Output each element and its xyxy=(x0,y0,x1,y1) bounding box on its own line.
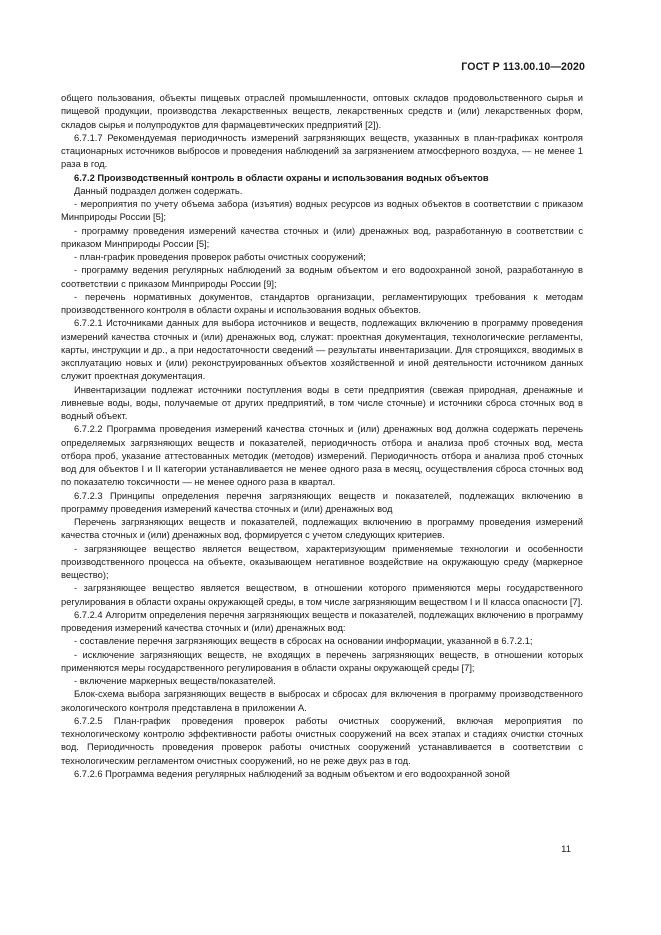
paragraph: Блок-схема выбора загрязняющих веществ в выбросах и сбросах для включения в программу производственного экологического контроля представлена в приложении А. xyxy=(61,689,583,713)
document-body xyxy=(61,92,583,781)
paragraph: 6.7.2.1 Источниками данных для выбора источников и веществ, подлежащих включению в программу проведения измерений качества сточных и (или) дренажных вод, служат: проектная документация, технологические регламенты, карты, инструкции и др., а при недостаточности сведений — результаты инвентаризации. Для строящихся, вводимых в эксплуатацию новых и (или) реконструированных объектов хозяйственной и иной деятельности источником данных служит проектная документация. xyxy=(61,318,583,382)
paragraph: Инвентаризации подлежат источники поступления воды в сети предприятия (свежая природная, дренажные и ливневые воды, воды, получаемые от других предприятий, в том числе сточные) и источники сброса сточных вод в водный объект. xyxy=(61,384,583,421)
paragraph: 6.7.2.6 Программа ведения регулярных наблюдений за водным объектом и его водоохранной зоной xyxy=(74,768,510,779)
document-header: ГОСТ Р 113.00.10—2020 xyxy=(461,61,585,73)
paragraph: 6.7.1.7 Рекомендуемая периодичность измерений загрязняющих веществ, указанных в план-графиках контроля стационарных источников выбросов и проведения наблюдений за загрязнением атмосферного воздуха, — не менее 1 раза в год. xyxy=(61,132,583,170)
paragraph: - программу проведения измерений качества сточных и (или) дренажных вод, разработанную в соответствии с приказом Минприроды России [5]; xyxy=(61,225,583,249)
paragraph: 6.7.2.4 Алгоритм определения перечня загрязняющих веществ и показателей, подлежащих включению в программу проведения измерений качества сточных и (или) дренажных вод: xyxy=(61,609,583,633)
paragraph: - исключение загрязняющих веществ, не входящих в перечень загрязняющих веществ, в отношении которых применяются меры государственного регулирования в области охраны окружающей среды [7]; xyxy=(61,649,583,673)
paragraph: - загрязняющее вещество является веществом, характеризующим применяемые технологии и особенности производственного процесса на объекте, оказывающем негативное воздействие на окружающую среду (маркерное вещество); xyxy=(61,543,583,580)
paragraph: 6.7.2.2 Программа проведения измерений качества сточных и (или) дренажных вод должна содержать перечень определяемых загрязняющих веществ и показателей, периодичность отбора и анализа проб сточных вод, места отбора проб, указание аттестованных методик (методов) измерений. Периодичность отбора и анализа проб сточных вод для объектов I и II категории устанавливается не менее одного раза в месяц, осуществления сброса сточных вод по показателю токсичности — не менее одного раза в квартал. xyxy=(61,424,583,488)
page-number: 11 xyxy=(561,844,571,855)
paragraph: Перечень загрязняющих веществ и показателей, подлежащих включению в программу проведения измерений качества сточных и (или) дренажных вод, формируется с учетом следующих критериев. xyxy=(61,517,583,541)
paragraph: 6.7.2.5 План-график проведения проверок работы очистных сооружений, включая мероприятия по технологическому контролю эффективности работы очистных сооружений на всех этапах и стадиях очистки сточных вод. Периодичность проведения проверок работы очистных сооружений устанавливается в соответствии с технологическим регламентом очистных сооружений, но не реже двух раз в год. xyxy=(61,715,583,766)
paragraph: общего пользования, объекты пищевых отраслей промышленности, оптовых складов продовольственного сырья и пищевой продукции, производства лекарственных веществ, лекарственных средств и (или) лекарственных форм, складов сырья и полупродуктов для фармацевтических предприятий [2]). xyxy=(61,93,583,130)
paragraph: - мероприятия по учету объема забора (изъятия) водных ресурсов из водных объектов в соответствии с приказом Минприроды России [5]; xyxy=(61,199,583,223)
paragraph: 6.7.2.3 Принципы определения перечня загрязняющих веществ и показателей, подлежащих включению в программу проведения измерений качества сточных и (или) дренажных вод xyxy=(61,490,583,514)
paragraph: - программу ведения регулярных наблюдений за водным объектом и его водоохранной зоной, разработанную в соответствии с приказом Минприроды России [9]; xyxy=(61,265,583,289)
paragraph: Данный подраздел должен содержать. xyxy=(74,185,243,196)
paragraph: - перечень нормативных документов, стандартов организации, регламентирующих требования к методам производственного контроля в области охраны и использования водных объектов. xyxy=(61,291,583,315)
paragraph: - загрязняющее вещество является веществом, в отношении которого применяются меры государственного регулирования в области охраны окружающей среды, в том числе загрязняющим веществом I и II класса опасности [7]. xyxy=(61,583,583,607)
paragraph: - включение маркерных веществ/показателей. xyxy=(74,676,276,686)
paragraph: - план-график проведения проверок работы очистных сооружений; xyxy=(74,252,366,262)
paragraph: - составление перечня загрязняющих веществ в сбросах на основании информации, указанной в 6.7.2.1; xyxy=(74,636,533,647)
section-heading: 6.7.2 Производственный контроль в области охраны и использования водных объектов xyxy=(74,172,489,183)
